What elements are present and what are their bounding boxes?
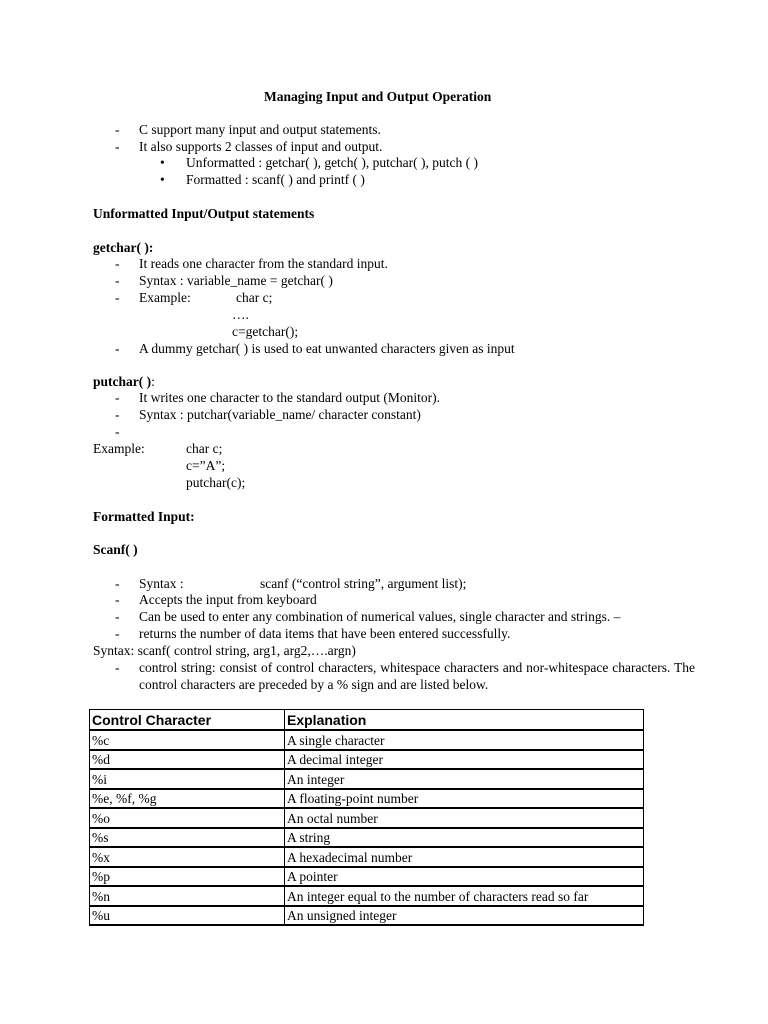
getchar-code-line: char c; xyxy=(236,290,273,305)
scanf-item: Accepts the input from keyboard xyxy=(139,592,317,607)
dash-marker: - xyxy=(115,341,120,356)
table-row xyxy=(90,789,643,809)
putchar-heading xyxy=(93,373,155,390)
scanf-item: returns the number of data items that have been entered successfully. xyxy=(139,626,511,641)
putchar-heading-suffix: : xyxy=(151,374,155,389)
putchar-example-label: Example: xyxy=(93,441,145,456)
dash-marker: - xyxy=(115,609,120,624)
explanation-cell: An unsigned integer xyxy=(285,906,643,926)
table-body xyxy=(90,730,643,925)
dash-marker: - xyxy=(115,122,120,137)
control-character-cell: %e, %f, %g xyxy=(90,789,285,809)
explanation-cell: A pointer xyxy=(285,867,643,887)
table-row xyxy=(90,730,643,750)
scanf-heading: Scanf( ) xyxy=(93,542,138,557)
dash-marker: - xyxy=(115,592,120,607)
explanation-cell: A floating-point number xyxy=(285,789,643,809)
scanf-item: Can be used to enter any combination of numerical values, single character and strings. – xyxy=(139,609,621,624)
getchar-heading: getchar( ): xyxy=(93,240,154,255)
control-character-table xyxy=(89,709,644,926)
control-character-cell: %d xyxy=(90,750,285,770)
getchar-code-line: c=getchar(); xyxy=(232,324,299,339)
dash-marker: - xyxy=(115,390,120,405)
dash-marker: - xyxy=(115,407,120,422)
getchar-item: A dummy getchar( ) is used to eat unwanted characters given as input xyxy=(139,341,515,356)
intro-item: C support many input and output statements. xyxy=(139,122,381,137)
dash-marker: - xyxy=(115,273,120,288)
explanation-cell: An octal number xyxy=(285,808,643,828)
table-row xyxy=(90,886,643,906)
control-character-cell: %o xyxy=(90,808,285,828)
table-row xyxy=(90,906,643,926)
dash-marker: - xyxy=(115,256,120,271)
getchar-item: Syntax : variable_name = getchar( ) xyxy=(139,273,333,288)
table-row xyxy=(90,808,643,828)
putchar-heading-text: putchar( ) xyxy=(93,374,152,389)
table-header-row xyxy=(90,710,643,730)
scanf-syntax-value: scanf (“control string”, argument list); xyxy=(260,576,467,591)
intro-item: It also supports 2 classes of input and output. xyxy=(139,139,383,154)
section-heading-formatted: Formatted Input: xyxy=(93,509,195,524)
section-heading-unformatted: Unformatted Input/Output statements xyxy=(93,206,315,221)
dash-marker: - xyxy=(115,290,120,305)
control-character-cell: %i xyxy=(90,769,285,789)
putchar-item: Syntax : putchar(variable_name/ character constant) xyxy=(139,407,421,422)
explanation-cell: An integer xyxy=(285,769,643,789)
explanation-cell: A hexadecimal number xyxy=(285,847,643,867)
intro-subitem: Formatted : scanf( ) and printf ( ) xyxy=(186,172,365,187)
control-character-cell: %s xyxy=(90,828,285,848)
explanation-cell: A string xyxy=(285,828,643,848)
dash-marker: - xyxy=(115,139,120,154)
table-row xyxy=(90,750,643,770)
control-character-cell: %p xyxy=(90,867,285,887)
putchar-code-line: putchar(c); xyxy=(186,475,246,490)
putchar-code-line: char c; xyxy=(186,441,223,456)
control-character-cell: %c xyxy=(90,730,285,750)
control-character-cell: %n xyxy=(90,886,285,906)
table-header-cell: Explanation xyxy=(285,710,643,730)
getchar-code-line: …. xyxy=(232,307,249,322)
control-string-note: control string: consist of control characters, whitespace characters and nor-whitespace characters. The control characters are preceded by a % sign and are listed below. xyxy=(139,660,695,692)
getchar-item: Example: xyxy=(139,290,191,305)
bullet-icon: • xyxy=(160,172,165,187)
bullet-icon: • xyxy=(160,155,165,170)
putchar-item: It writes one character to the standard output (Monitor). xyxy=(139,390,441,405)
table-row xyxy=(90,847,643,867)
dash-marker: - xyxy=(115,626,120,641)
explanation-cell: An integer equal to the number of characters read so far xyxy=(285,886,643,906)
control-character-cell: %x xyxy=(90,847,285,867)
table-header-cell: Control Character xyxy=(90,710,285,730)
intro-subitem: Unformatted : getchar( ), getch( ), putchar( ), putch ( ) xyxy=(186,155,478,170)
table-row xyxy=(90,867,643,887)
table-row xyxy=(90,828,643,848)
explanation-cell: A decimal integer xyxy=(285,750,643,770)
putchar-code-line: c=”A”; xyxy=(186,458,226,473)
getchar-item: It reads one character from the standard input. xyxy=(139,256,388,271)
explanation-cell: A single character xyxy=(285,730,643,750)
scanf-syntax-line: Syntax: scanf( control string, arg1, arg2,….argn) xyxy=(93,643,356,658)
scanf-syntax-label: Syntax : xyxy=(139,576,184,591)
page-title: Managing Input and Output Operation xyxy=(264,89,492,104)
dash-marker: - xyxy=(115,576,120,591)
dash-marker: - xyxy=(115,660,120,675)
dash-marker: - xyxy=(115,424,120,439)
table-row xyxy=(90,769,643,789)
control-character-cell: %u xyxy=(90,906,285,926)
